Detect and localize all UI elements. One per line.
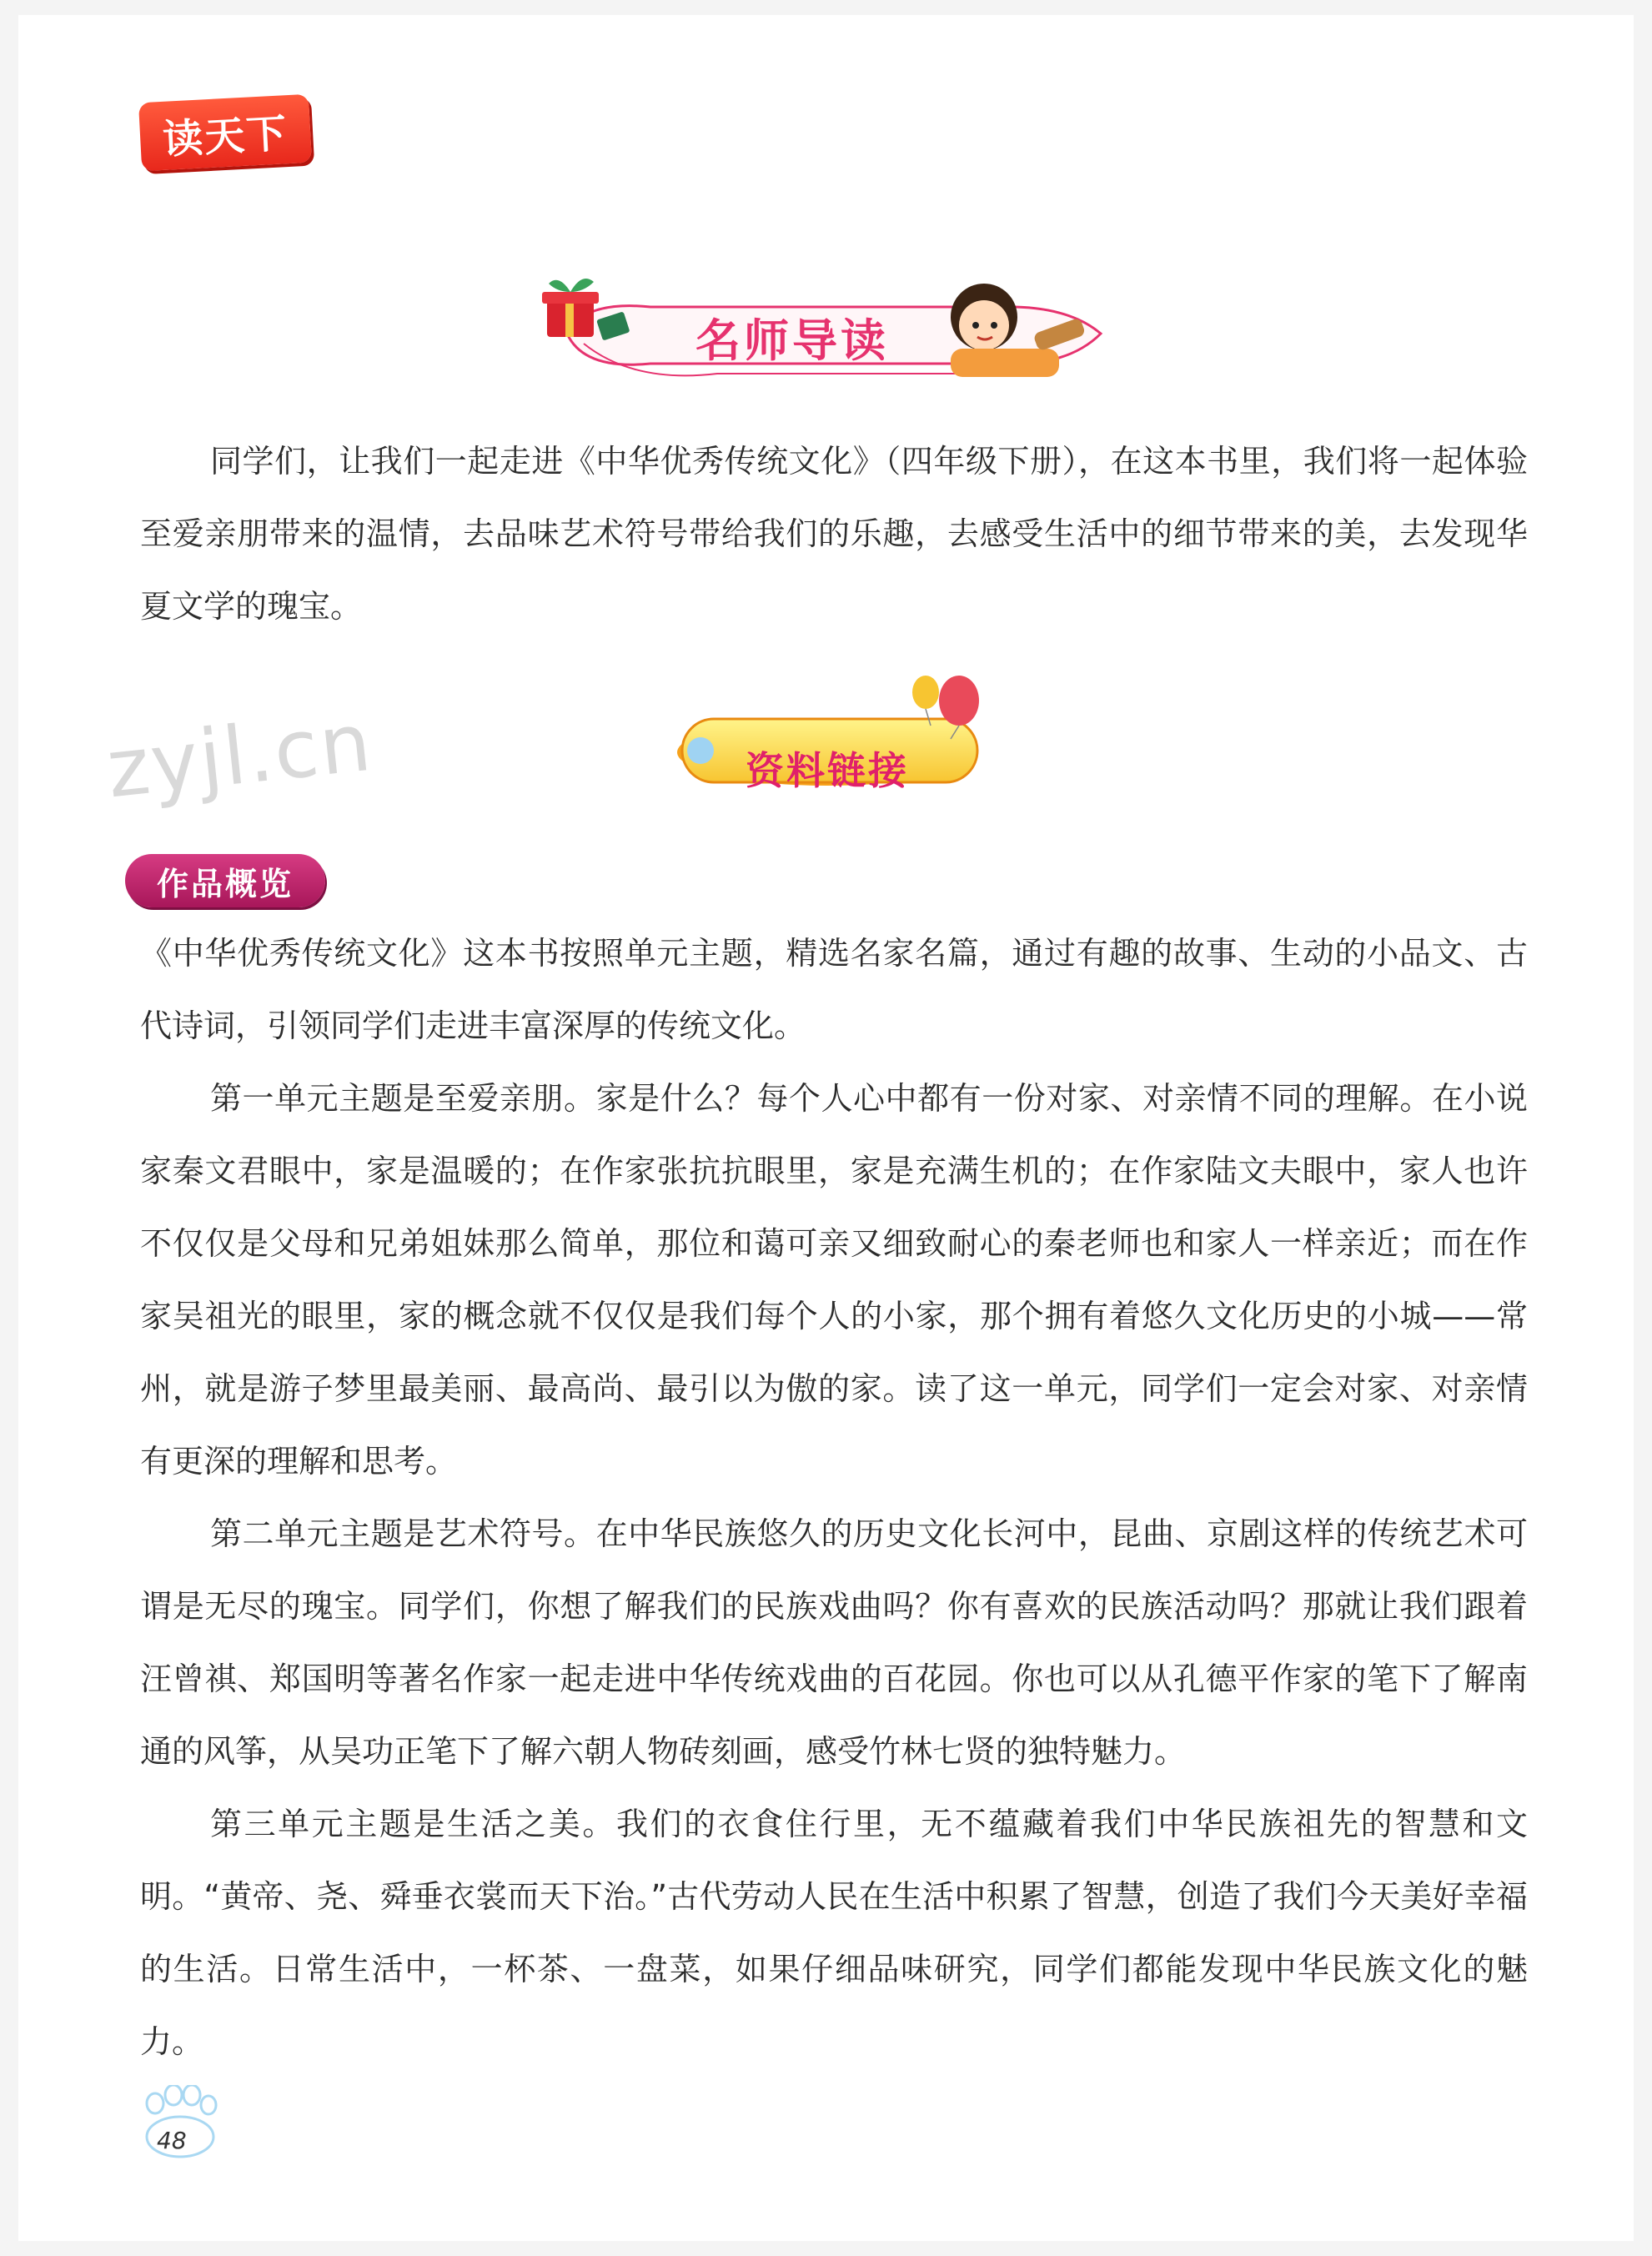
overview-paragraph-4: 第三单元主题是生活之美。我们的衣食住行里，无不蕴藏着我们中华民族祖先的智慧和文明。“黄帝、尧、舜垂衣裳而天下治。”古代劳动人民在生活中积累了智慧，创造了我们今天美好幸福的生活。日常生活中，一杯茶、一盘菜，如果仔细品味研究，同学们都能发现中华民族文化的魅力。 [140, 1806, 1528, 2060]
teacher-guide-title: 名师导读 [695, 314, 889, 367]
teacher-guide-paragraph: 同学们，让我们一起走进《中华优秀传统文化》（四年级下册），在这本书里，我们将一起体验至爱亲朋带来的温情，去品味艺术符号带给我们的乐趣，去感受生活中的细节带来的美，去发现华夏文学的瑰宝。 [140, 443, 1528, 625]
watermark: zyjl.cn [103, 695, 377, 816]
logo-text: 读天下 [161, 109, 289, 163]
page-number [137, 2085, 220, 2160]
resource-link-title: 资料链接 [746, 748, 909, 793]
publisher-logo [138, 94, 312, 172]
overview-paragraph-3: 第二单元主题是艺术符号。在中华民族悠久的历史文化长河中，昆曲、京剧这样的传统艺术可谓是无尽的瑰宝。同学们，你想了解我们的民族戏曲吗？你有喜欢的民族活动吗？那就让我们跟着汪曾祺、郑国明等著名作家一起走进中华传统戏曲的百花园。你也可以从孔德平作家的笔下了解南通的风筝，从吴功正笔下了解六朝人物砖刻画，感受竹林七贤的独特魅力。 [140, 1515, 1528, 1770]
page-number-text: 48 [157, 2127, 187, 2154]
overview-paragraph-2: 第一单元主题是至爱亲朋。家是什么？每个人心中都有一份对家、对亲情不同的理解。在小说家秦文君眼中，家是温暖的；在作家张抗抗眼里，家是充满生机的；在作家陆文夫眼中，家人也许不仅仅是父母和兄弟姐妹那么简单，那位和蔼可亲又细致耐心的秦老师也和家人一样亲近；而在作家吴祖光的眼里，家的概念就不仅仅是我们每个人的小家，那个拥有着悠久文化历史的小城——常州，就是游子梦里最美丽、最高尚、最引以为傲的家。读了这一单元，同学们一定会对家、对亲情有更深的理解和思考。 [140, 1080, 1528, 1480]
overview-label-text: 作品概览 [156, 865, 294, 902]
teacher-guide-banner [534, 267, 1117, 392]
overview-paragraph-1: 《中华优秀传统文化》这本书按照单元主题，精选名家名篇，通过有趣的故事、生动的小品文、古代诗词，引领同学们走进丰富深厚的传统文化。 [140, 935, 1528, 1044]
resource-link-banner [675, 667, 1009, 817]
overview-section-label [125, 854, 325, 907]
